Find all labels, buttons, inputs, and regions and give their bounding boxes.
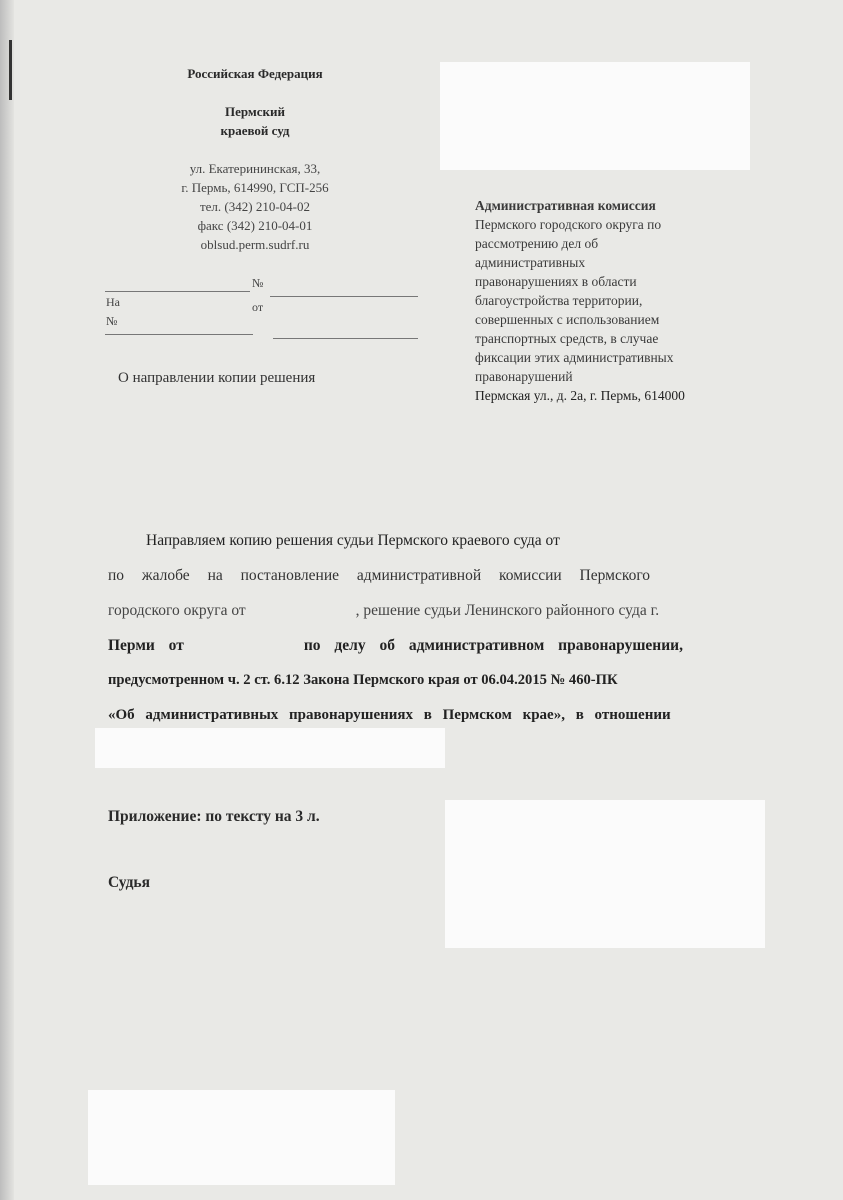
letter-body [108, 523, 798, 733]
recipient-line: Административная комиссия [475, 198, 656, 213]
outgoing-number-label: № [252, 276, 264, 290]
recipient-block [475, 196, 795, 405]
recipient-line: Пермского городского округа по [475, 217, 662, 232]
court-name-line2: краевой суд [220, 123, 290, 138]
body-line: Перми от [108, 637, 184, 654]
redacted-signature [445, 800, 765, 948]
recipient-line: административных [475, 255, 586, 270]
body-line: «Об административных правонарушениях в Пермском крае», в отношении [108, 707, 671, 723]
letter-subject: О направлении копии решения [118, 370, 316, 386]
number-line [270, 296, 418, 297]
court-name-line1: Пермский [224, 104, 285, 119]
signature-label: Судья [108, 874, 151, 891]
body-line: по делу об административном правонарушении, [303, 637, 683, 654]
recipient-line: правонарушениях в области [475, 274, 637, 289]
recipient-line: правонарушений [475, 369, 573, 384]
court-fax: факс (342) 210-04-01 [197, 218, 313, 233]
reference-on-label: На [106, 295, 120, 309]
court-phone: тел. (342) 210-04-02 [199, 199, 310, 214]
court-address-line1: ул. Екатерининская, 33, [189, 161, 321, 176]
date-line [105, 291, 250, 292]
redacted-name [95, 728, 445, 768]
recipient-line: благоустройства территории, [475, 293, 643, 308]
country: Российская Федерация [187, 66, 323, 81]
redacted-block [440, 62, 750, 170]
reference-number-line [105, 334, 253, 335]
court-website: oblsud.perm.sudrf.ru [200, 237, 310, 252]
reference-number-label: № [106, 314, 118, 328]
recipient-line: совершенных с использованием [475, 312, 660, 327]
recipient-address: Пермская ул., д. 2а, г. Пермь, 614000 [475, 388, 685, 403]
court-letterhead [100, 64, 410, 254]
body-line: городского округа от [108, 602, 246, 619]
reference-date-line [273, 338, 418, 339]
recipient-line: рассмотрению дел об [475, 236, 599, 251]
body-line: по жалобе на постановление административной комиссии Пермского [108, 567, 651, 584]
body-line: , решение судьи Ленинского районного суда г. [355, 602, 660, 619]
recipient-line: транспортных средств, в случае [475, 331, 659, 346]
body-line: Направляем копию решения судьи Пермского краевого суда от [146, 532, 560, 549]
scan-edge [0, 0, 14, 1200]
scan-edge-mark [9, 40, 12, 100]
body-line: предусмотренном ч. 2 ст. 6.12 Закона Пермского края от 06.04.2015 № 460-ПК [108, 672, 618, 688]
court-address-line2: г. Пермь, 614990, ГСП-256 [181, 180, 329, 195]
attachment-note: Приложение: по тексту на 3 л. [108, 808, 320, 825]
recipient-line: фиксации этих административных [475, 350, 674, 365]
reference-from-label: от [252, 300, 264, 314]
redacted-footer [88, 1090, 395, 1185]
